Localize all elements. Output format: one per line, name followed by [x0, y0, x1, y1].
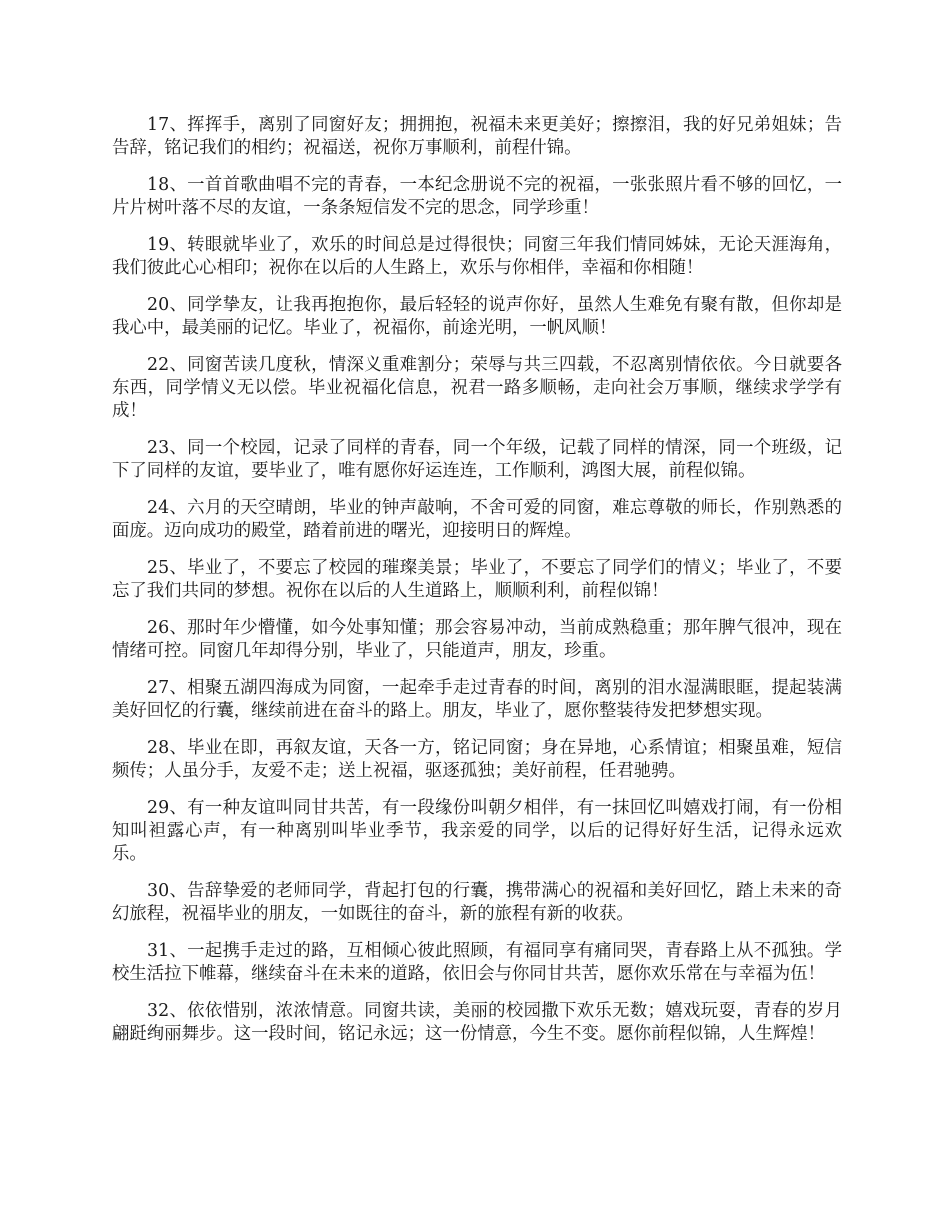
- document-body: [112, 114, 842, 1060]
- paragraph: 23、同一个校园，记录了同样的青春，同一个年级，记载了同样的情深，同一个班级，记下了同样的友谊，要毕业了，唯有愿你好运连连，工作顺利，鸿图大展，前程似锦。: [112, 438, 842, 481]
- paragraph: 30、告辞挚爱的老师同学，背起打包的行囊，携带满心的祝福和美好回忆，踏上未来的奇幻旅程，祝福毕业的朋友，一如既往的奋斗，新的旅程有新的收获。: [112, 881, 842, 924]
- paragraph: 25、毕业了，不要忘了校园的璀璨美景；毕业了，不要忘了同学们的情义；毕业了，不要忘了我们共同的梦想。祝你在以后的人生道路上，顺顺利利，前程似锦！: [112, 558, 842, 601]
- paragraph: 32、依依惜别，浓浓情意。同窗共读，美丽的校园撒下欢乐无数；嬉戏玩耍，青春的岁月翩跹绚丽舞步。这一段时间，铭记永远；这一份情意，今生不变。愿你前程似锦，人生辉煌！: [112, 1001, 842, 1044]
- paragraph: 17、挥挥手，离别了同窗好友；拥拥抱，祝福未来更美好；擦擦泪，我的好兄弟姐妹；告告辞，铭记我们的相约；祝福送，祝你万事顺利，前程什锦。: [112, 115, 842, 158]
- paragraph: 24、六月的天空晴朗，毕业的钟声敲响，不舍可爱的同窗，难忘尊敬的师长，作别熟悉的面庞。迈向成功的殿堂，踏着前进的曙光，迎接明日的辉煌。: [112, 498, 842, 541]
- paragraph: 28、毕业在即，再叙友谊，天各一方，铭记同窗；身在异地，心系情谊；相聚虽难，短信频传；人虽分手，友爱不走；送上祝福，驱逐孤独；美好前程，任君驰骋。: [112, 738, 842, 781]
- paragraph: 18、一首首歌曲唱不完的青春，一本纪念册说不完的祝福，一张张照片看不够的回忆，一片片树叶落不尽的友谊，一条条短信发不完的思念，同学珍重！: [112, 175, 842, 218]
- paragraph: 20、同学挚友，让我再抱抱你，最后轻轻的说声你好，虽然人生难免有聚有散，但你却是我心中，最美丽的记忆。毕业了，祝福你，前途光明，一帆风顺！: [112, 295, 842, 338]
- paragraph: 29、有一种友谊叫同甘共苦，有一段缘份叫朝夕相伴，有一抹回忆叫嬉戏打闹，有一份相知叫袒露心声，有一种离别叫毕业季节，我亲爱的同学，以后的记得好好生活，记得永远欢乐。: [112, 798, 842, 864]
- paragraph: 22、同窗苦读几度秋，情深义重难割分；荣辱与共三四载，不忍离别情依依。今日就要各东西，同学情义无以偿。毕业祝福化信息，祝君一路多顺畅，走向社会万事顺，继续求学学有成！: [112, 355, 842, 421]
- paragraph: 27、相聚五湖四海成为同窗，一起牵手走过青春的时间，离别的泪水湿满眼眶，提起装满美好回忆的行囊，继续前进在奋斗的路上。朋友，毕业了，愿你整装待发把梦想实现。: [112, 678, 842, 721]
- paragraph: 31、一起携手走过的路，互相倾心彼此照顾，有福同享有痛同哭，青春路上从不孤独。学校生活拉下帷幕，继续奋斗在未来的道路，依旧会与你同甘共苦，愿你欢乐常在与幸福为伍！: [112, 941, 842, 984]
- paragraph: 19、转眼就毕业了，欢乐的时间总是过得很快；同窗三年我们情同姊妹，无论天涯海角，我们彼此心心相印；祝你在以后的人生路上，欢乐与你相伴，幸福和你相随！: [112, 235, 842, 278]
- paragraph: 26、那时年少懵懂，如今处事知懂；那会容易冲动，当前成熟稳重；那年脾气很冲，现在情绪可控。同窗几年却得分别，毕业了，只能道声，朋友，珍重。: [112, 618, 842, 661]
